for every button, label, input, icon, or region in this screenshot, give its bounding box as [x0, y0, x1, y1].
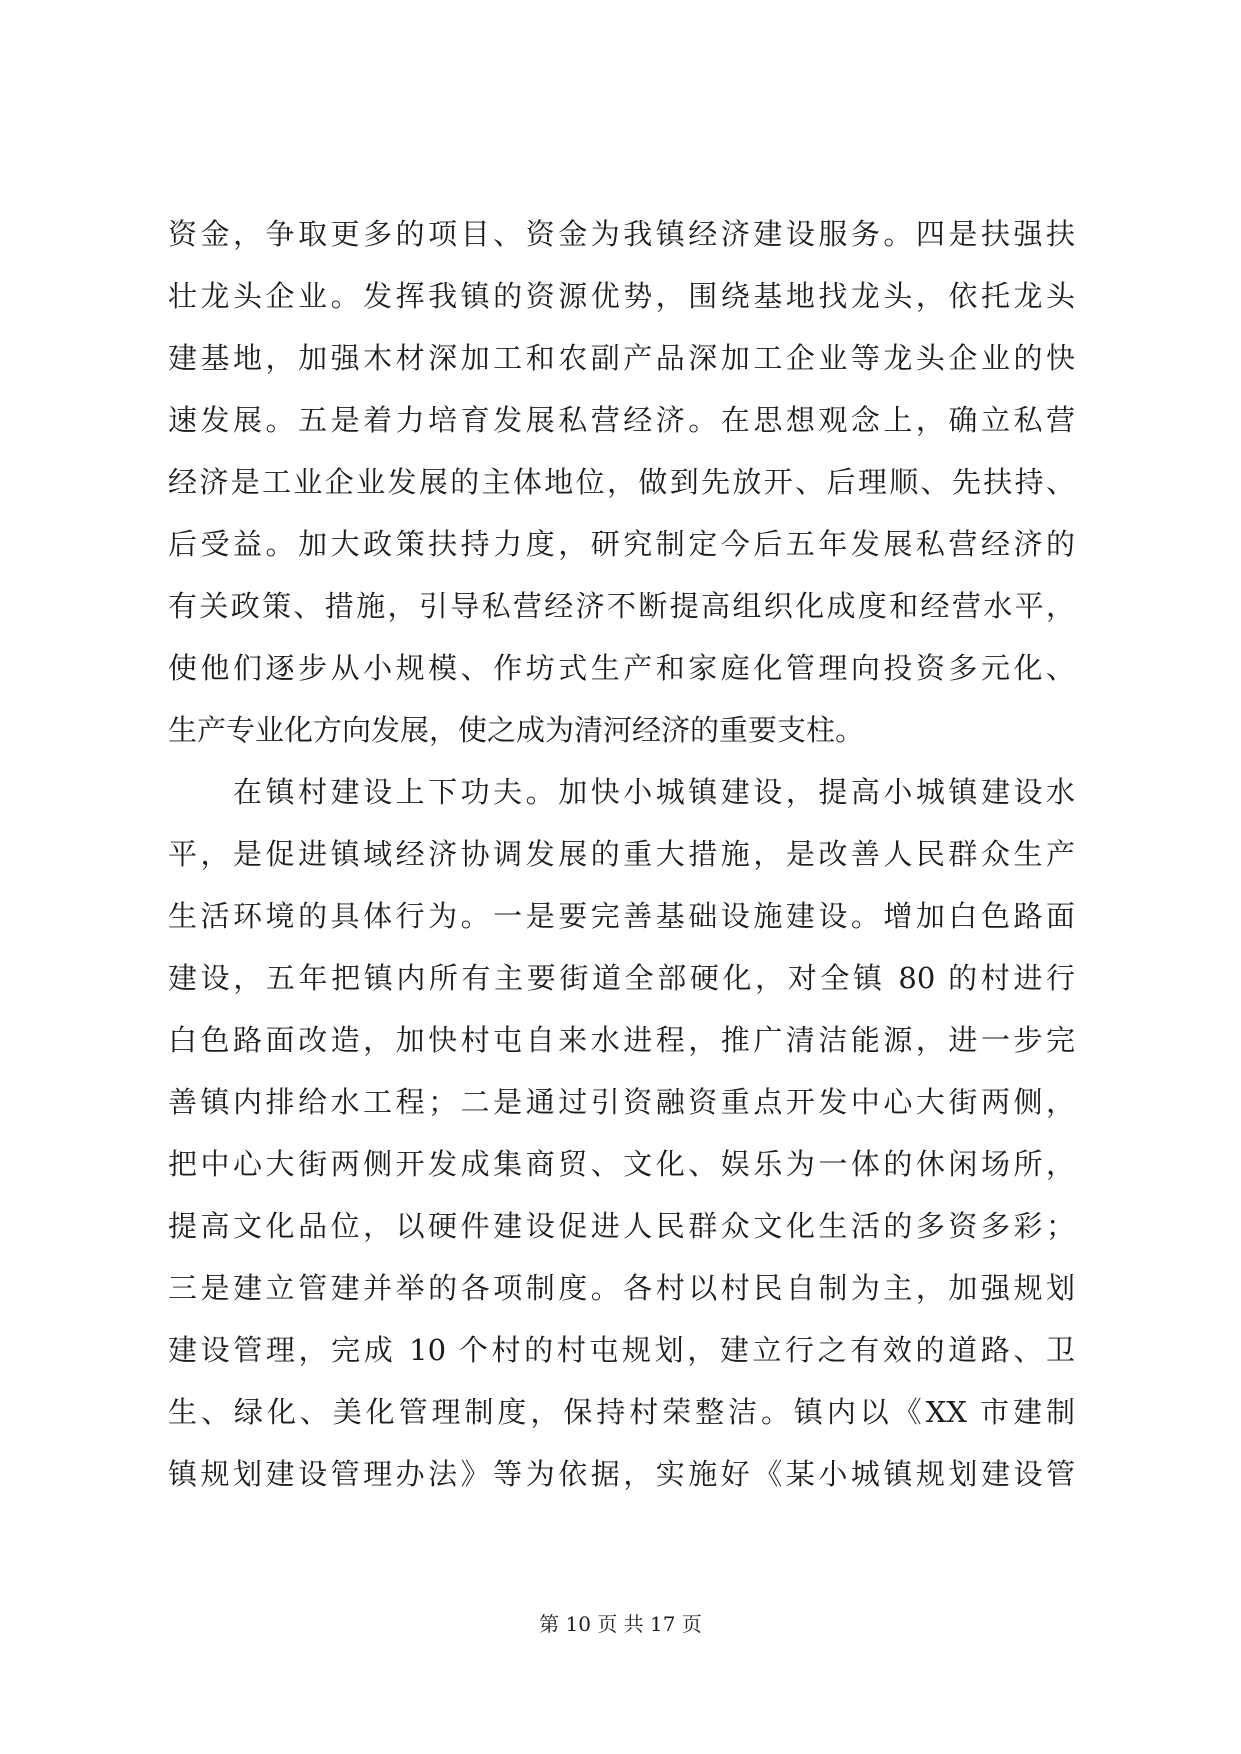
text-line: 三是建立管建并举的各项制度。各村以村民自制为主，加强规划 — [168, 1271, 1075, 1305]
text-line: 提高文化品位，以硬件建设促进人民群众文化生活的多资多彩； — [168, 1209, 1075, 1243]
text-line: 使他们逐步从小规模、作坊式生产和家庭化管理向投资多元化、 — [168, 651, 1075, 685]
text-line: 有关政策、措施，引导私营经济不断提高组织化成度和经营水平， — [168, 589, 1075, 623]
text-line: 建设，五年把镇内所有主要街道全部硬化，对全镇 80 的村进行 — [168, 961, 1075, 995]
text-line: 建基地，加强木材深加工和农副产品深加工企业等龙头企业的快 — [168, 341, 1075, 375]
text-line: 平，是促进镇域经济协调发展的重大措施，是改善人民群众生产 — [168, 837, 1075, 871]
text-line: 善镇内排给水工程；二是通过引资融资重点开发中心大街两侧， — [168, 1085, 1075, 1119]
text-line: 镇规划建设管理办法》等为依据，实施好《某小城镇规划建设管 — [168, 1457, 1075, 1491]
text-line: 经济是工业企业发展的主体地位，做到先放开、后理顺、先扶持、 — [168, 465, 1075, 499]
text-line: 白色路面改造，加快村屯自来水进程，推广清洁能源，进一步完 — [168, 1023, 1075, 1057]
text-line: 生活环境的具体行为。一是要完善基础设施建设。增加白色路面 — [168, 899, 1075, 933]
page-number-footer: 第 10 页 共 17 页 — [539, 1612, 702, 1636]
text-line: 壮龙头企业。发挥我镇的资源优势，围绕基地找龙头，依托龙头 — [168, 279, 1075, 313]
text-line: 后受益。加大政策扶持力度，研究制定今后五年发展私营经济的 — [168, 527, 1075, 561]
text-line: 在镇村建设上下功夫。加快小城镇建设，提高小城镇建设水 — [233, 775, 1075, 809]
text-line: 速发展。五是着力培育发展私营经济。在思想观念上，确立私营 — [168, 403, 1075, 437]
text-line: 把中心大街两侧开发成集商贸、文化、娱乐为一体的休闲场所， — [168, 1147, 1075, 1181]
text-line: 资金，争取更多的项目、资金为我镇经济建设服务。四是扶强扶 — [168, 217, 1075, 251]
text-line: 生、绿化、美化管理制度，保持村荣整洁。镇内以《XX 市建制 — [168, 1395, 1075, 1429]
text-line: 建设管理，完成 10 个村的村屯规划，建立行之有效的道路、卫 — [168, 1333, 1075, 1367]
text-line: 生产专业化方向发展，使之成为清河经济的重要支柱。 — [168, 713, 865, 747]
